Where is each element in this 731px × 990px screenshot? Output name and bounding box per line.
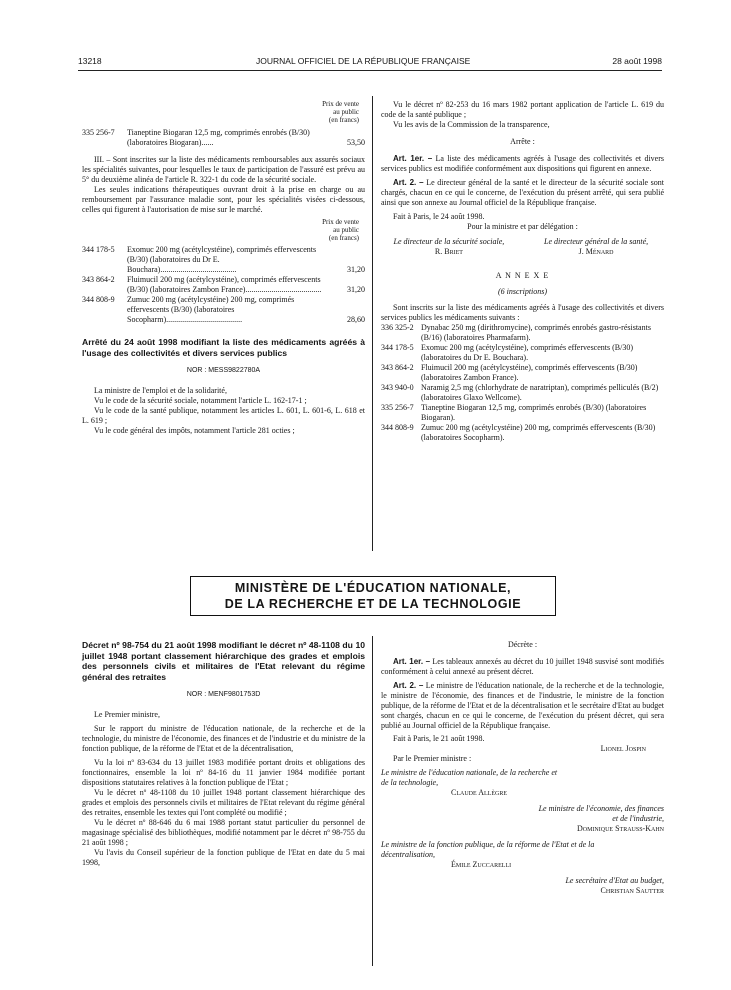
ministry-line-1: MINISTÈRE DE L'ÉDUCATION NATIONALE, (234, 581, 512, 595)
annexe-entry: 343 864-2 Fluimucil 200 mg (acétylcystéine), comprimés effervescents (B/30) (laboratoires Zambon France). (381, 363, 638, 382)
price-column-header: Prix de vente au public (en francs) (322, 218, 359, 242)
arrete-label: Arrête : (510, 137, 535, 146)
article-2: Art. 2. – Le directeur général de la santé et le directeur de la sécurité sociale sont chargés, chacun en ce qui le concerne, de l'exécution du présent arrêté, qui sera publié ainsi que son annexe au Journal officiel de la République française. (381, 178, 665, 207)
par-premier-ministre: Par le Premier ministre : (393, 754, 472, 763)
medicine-entry: 335 256-7 Tianeptine Biogaran 12,5 mg, comprimés enrobés (B/30) (laboratoires Biogaran)...... 53,50 (82, 128, 365, 147)
arrete-paragraph: Vu le code de la sécurité sociale, notamment l'article L. 162-17-1 ; (94, 396, 307, 405)
ministry-line-2: DE LA RECHERCHE ET DE LA TECHNOLOGIE (224, 597, 522, 611)
signature-name: Émile Zuccarelli (451, 860, 512, 869)
annexe-intro: Sont inscrits sur la liste des médicaments agréés à l'usage des collectivités et divers services publics les médicaments suivants : (381, 303, 664, 322)
right-column-bottom (381, 640, 664, 896)
arrete-paragraph: Vu le code de la santé publique, notamment les articles L. 601, L. 601-6, L. 618 et L. 619 ; (82, 406, 365, 425)
decrete-label: Décrète : (507, 640, 538, 649)
arrete-nor: NOR : MESS9822780A (186, 367, 261, 374)
left-column-bottom (82, 640, 365, 868)
column-divider-top (372, 96, 373, 551)
paragraph-indications: Les seules indications thérapeutiques ouvrant droit à la prise en charge ou au remboursement par l'assurance maladie sont, pour les spécialités visées ci-dessous, celles qui figurent à l'autorisation de mise sur le marché. (82, 185, 365, 214)
arrete-title: Arrêté du 24 août 1998 modifiant la liste des médicaments agréés à l'usage des collectivités et divers services publics (82, 337, 365, 358)
price-column-header: Prix de vente au public (en francs) (322, 100, 359, 124)
medicine-entry: 344 178-5 Exomuc 200 mg (acétylcystéine), comprimés effervescents (B/30) (laboratoires du Dr E. Bouchara)...................................... 31,20 (82, 245, 365, 274)
signature-name: Christian Sautter (600, 886, 664, 895)
decret-paragraph: Vu la loi nº 83-634 du 13 juillet 1983 modifiée portant droits et obligations des fonctionnaires, ensemble la loi nº 84-16 du 11 janvier 1984 modifiée portant dispositions statutaires relatives à la fonction publique de l'Etat ; (82, 758, 365, 787)
signature-title: Le directeur général de la santé, (544, 237, 649, 246)
running-header (78, 56, 662, 68)
delegation-line: Pour la ministre et par délégation : (467, 222, 578, 231)
header-rule (78, 70, 662, 71)
issue-date: 28 août 1998 (612, 56, 662, 66)
decret-paragraph: Vu le décret nº 48-1108 du 10 juillet 1948 portant classement hiérarchique des grades et emplois des personnels civils et militaires de l'Etat relevant du régime général des retraites, ensemble les textes qui l'ont complété ou modifié ; (82, 788, 365, 817)
decret-article-1: Art. 1er. – Les tableaux annexés au décret du 10 juillet 1948 susvisé sont modifiés conformément à celui annexé au présent décret. (381, 657, 664, 676)
medicine-entry: 343 864-2 Fluimucil 200 mg (acétylcystéine), comprimés effervescents (B/30) (laboratoires Zambon France)...................................... 31,20 (82, 275, 365, 294)
signature-title: Le ministre de l'éducation nationale, de la recherche et de la technologie, (381, 768, 558, 787)
annexe-entry: 344 808-9 Zumuc 200 mg (acétylcystéine) 200 mg, comprimés effervescents (B/30) (laboratoires Socopharm). (381, 423, 656, 442)
signature-name: R. Briet (434, 247, 463, 256)
annexe-entry: 344 178-5 Exomuc 200 mg (acétylcystéine), comprimés effervescents (B/30) (laboratoires du Dr E. Bouchara). (381, 343, 634, 362)
vu-paragraph: Vu les avis de la Commission de la transparence, (393, 120, 550, 129)
signature-premier-ministre: Lionel Jospin (600, 744, 646, 753)
signature-name: Dominique Strauss-Kahn (576, 824, 664, 833)
annexe-entry: 335 256-7 Tianeptine Biogaran 12,5 mg, comprimés enrobés (B/30) (laboratoires Biogaran). (381, 403, 647, 422)
decret-article-2: Art. 2. – Le ministre de l'éducation nationale, de la recherche et de la technologie, le ministre de l'économie, des finances et de l'industrie, le ministre de la fonction publique, de la réforme de l'Etat et de la décentralisation et le secrétaire d'Etat au budget sont chargés, chacun en ce qui le concerne, de l'exécution du présent décret, qui sera publié au Journal officiel de la République française. (381, 681, 664, 730)
annexe-subtitle: (6 inscriptions) (497, 287, 548, 296)
article-1: Art. 1er. – La liste des médicaments agréés à l'usage des collectivités et divers services publics est modifiée conformément aux dispositions qui figurent en annexe. (381, 154, 665, 173)
left-column-top (82, 100, 365, 436)
signature-title: Le directeur de la sécurité sociale, (393, 237, 505, 246)
signature-name: J. Ménard (578, 247, 614, 256)
arrete-paragraph: La ministre de l'emploi et de la solidarité, (94, 386, 227, 395)
arrete-paragraph: Vu le code général des impôts, notamment l'article 281 octies ; (94, 426, 295, 435)
journal-title: JOURNAL OFFICIEL DE LA RÉPUBLIQUE FRANÇAISE (256, 56, 471, 66)
signature-name: Claude Allègre (451, 788, 507, 797)
annexe-title: A N N E X E (495, 271, 550, 280)
paragraph-iii: III. – Sont inscrites sur la liste des médicaments remboursables aux assurés sociaux les spécialités suivantes, pour lesquelles le taux de participation de l'assuré est prévu au 5° du deuxième alinéa de l'article R. 322-1 du code de la sécurité sociale. (82, 155, 365, 184)
ministry-heading-box (190, 576, 556, 616)
fait-a-paris: Fait à Paris, le 21 août 1998. (393, 734, 485, 743)
signature-title: Le ministre de l'économie, des finances et de l'industrie, (538, 804, 664, 823)
decret-paragraph: Le Premier ministre, (94, 710, 160, 719)
decret-nor: NOR : MENF9801753D (186, 691, 261, 698)
signature-title: Le secrétaire d'Etat au budget, (565, 876, 664, 885)
signatures (381, 237, 664, 257)
signature-title: Le ministre de la fonction publique, de la réforme de l'Etat et de la décentralisation, (381, 840, 595, 859)
page-number: 13218 (78, 56, 102, 66)
decret-paragraph: Vu l'avis du Conseil supérieur de la fonction publique de l'Etat en date du 5 mai 1998, (82, 848, 365, 867)
decret-paragraph: Sur le rapport du ministre de l'éducation nationale, de la recherche et de la technologie, du ministre de l'économie, des finances et de l'industrie et du ministre de la fonction publique, de la réforme de l'Etat et de la décentralisation, (82, 724, 365, 753)
medicine-entry: 344 808-9 Zumuc 200 mg (acétylcystéine) 200 mg, comprimés effervescents (B/30) (laboratoires Socopharm)...................................... 28,60 (82, 295, 365, 324)
fait-a-paris: Fait à Paris, le 24 août 1998. (393, 212, 485, 221)
decret-paragraph: Vu le décret nº 88-646 du 6 mai 1988 portant statut particulier du personnel de magasinage spécialisé des bibliothèques, modifié notamment par le décret nº 98-755 du 21 août 1998 ; (82, 818, 365, 847)
annexe-entry: 343 940-0 Naramig 2,5 mg (chlorhydrate de naratriptan), comprimés pelliculés (B/2) (laboratoires Glaxo Wellcome). (381, 383, 659, 402)
vu-paragraph: Vu le décret nº 82-253 du 16 mars 1982 portant application de l'article L. 619 du code de la santé publique ; (381, 100, 664, 119)
right-column-top (381, 100, 664, 443)
decret-title: Décret nº 98-754 du 21 août 1998 modifiant le décret nº 48-1108 du 10 juillet 1948 portant classement hiérarchique des grades et emplois des personnels civils et militaires de l'Etat relevant du régime général des retraites (82, 640, 365, 682)
annexe-entry: 336 325-2 Dynabac 250 mg (dirithromycine), comprimés enrobés gastro-résistants (B/16) (laboratoires Pharmafarm). (381, 323, 651, 342)
column-divider-bottom (372, 636, 373, 966)
